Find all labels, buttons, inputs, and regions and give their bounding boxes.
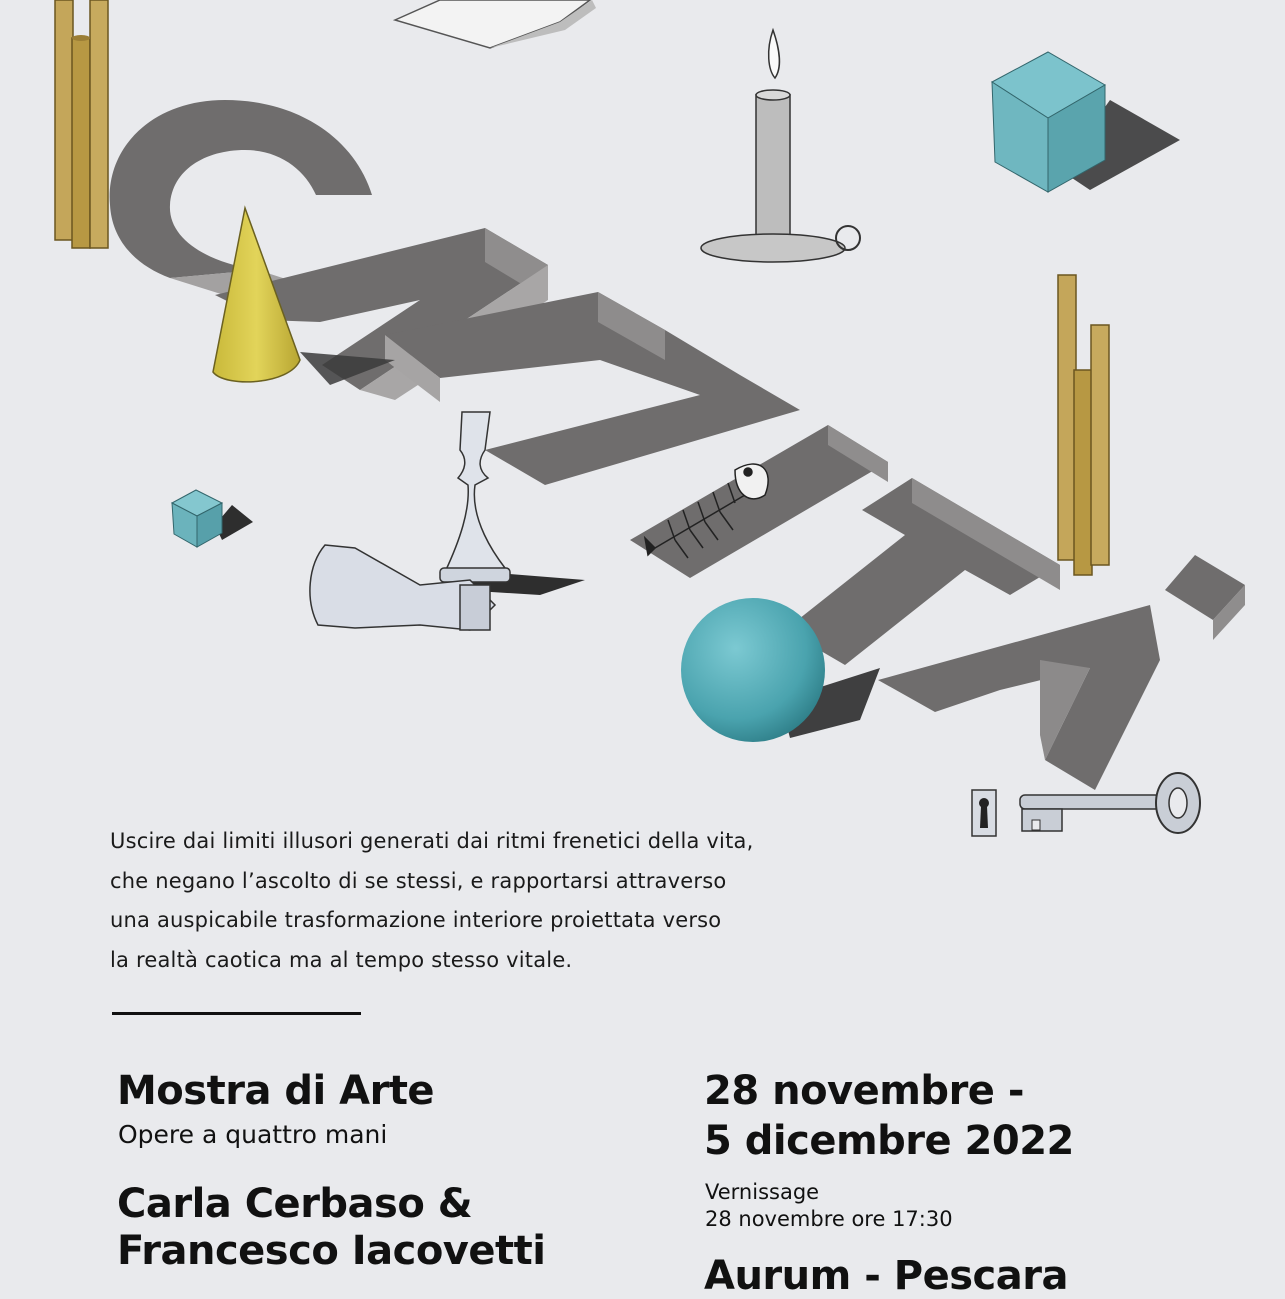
cube-icon xyxy=(992,52,1180,192)
artists-line-1: Carla Cerbaso & xyxy=(117,1181,473,1227)
keyhole-icon xyxy=(972,790,996,836)
artists-line-2: Francesco Iacovetti xyxy=(117,1228,546,1274)
intro-line-3: una auspicabile trasformazione interiore proiettata verso xyxy=(110,908,722,932)
intro-line-2: che negano l’ascolto di se stessi, e rapportarsi attraverso xyxy=(110,868,727,893)
intro-paragraph xyxy=(110,822,930,980)
paper-fragment-icon xyxy=(395,0,596,48)
intro-line-1: Uscire dai limiti illusori generati dai ritmi frenetici della vita, xyxy=(110,829,754,853)
dates-line-1: 28 novembre - xyxy=(704,1068,1024,1114)
letter-a2 xyxy=(878,605,1160,790)
event-subtitle: Opere a quattro mani xyxy=(118,1120,388,1149)
venue: Aurum - Pescara xyxy=(704,1253,1068,1299)
event-title: Mostra di Arte xyxy=(117,1068,435,1114)
candle-icon xyxy=(701,30,860,262)
dates-line-2: 5 dicembre 2022 xyxy=(704,1118,1074,1164)
vernissage-label: Vernissage xyxy=(705,1180,820,1204)
small-cube-icon xyxy=(172,490,253,547)
intro-line-4: la realtà caotica ma al tempo stesso vitale. xyxy=(110,947,573,972)
vernissage-time: 28 novembre ore 17:30 xyxy=(705,1207,953,1231)
pencils-right-icon xyxy=(1058,275,1109,575)
divider-line xyxy=(112,1012,361,1015)
key-icon xyxy=(1020,773,1200,833)
pencils-icon xyxy=(55,0,108,248)
